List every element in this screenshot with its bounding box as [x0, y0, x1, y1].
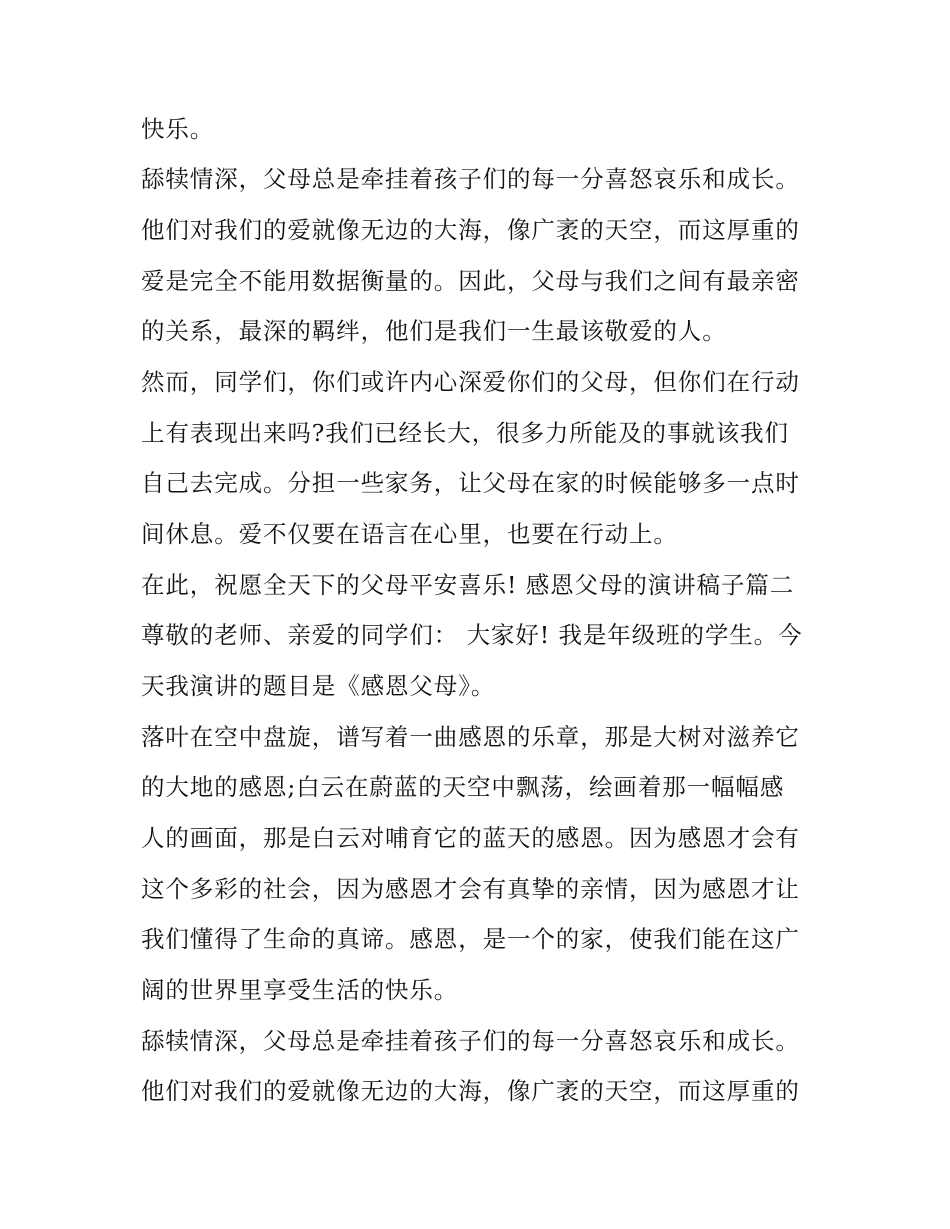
text-line: 落叶在空中盘旋，谱写着一曲感恩的乐章，那是大树对滋养它 — [141, 723, 800, 751]
text-line: 尊敬的老师、亲爱的同学们： 大家好! 我是年级班的学生。今 — [141, 621, 803, 649]
text-line: 快乐。 — [141, 115, 215, 143]
text-line: 舔犊情深，父母总是牵挂着孩子们的每一分喜怒哀乐和成长。 — [141, 1027, 800, 1055]
text-line: 天我演讲的题目是《感恩父母》。 — [141, 672, 496, 700]
text-line: 然而，同学们，你们或许内心深爱你们的父母，但你们在行动 — [141, 368, 800, 396]
text-line: 爱是完全不能用数据衡量的。因此，父母与我们之间有最亲密 — [141, 267, 800, 295]
text-line: 间休息。爱不仅要在语言在心里，也要在行动上。 — [141, 520, 678, 548]
text-line: 自己去完成。分担一些家务，让父母在家的时候能够多一点时 — [141, 469, 800, 497]
text-line: 舔犊情深，父母总是牵挂着孩子们的每一分喜怒哀乐和成长。 — [141, 165, 800, 193]
text-line: 阔的世界里享受生活的快乐。 — [141, 976, 459, 1004]
text-line: 他们对我们的爱就像无边的大海，像广袤的天空，而这厚重的 — [141, 216, 800, 244]
text-line: 在此，祝愿全天下的父母平安喜乐! 感恩父母的演讲稿子篇二 — [141, 571, 795, 599]
text-line: 我们懂得了生命的真谛。感恩，是一个的家，使我们能在这广 — [141, 925, 800, 953]
text-line: 这个多彩的社会，因为感恩才会有真挚的亲情，因为感恩才让 — [141, 875, 800, 903]
text-line: 的大地的感恩;白云在蔚蓝的天空中飘荡，绘画着那一幅幅感 — [141, 773, 785, 801]
text-line: 上有表现出来吗?我们已经长大，很多力所能及的事就该我们 — [141, 419, 789, 447]
text-line: 人的画面，那是白云对哺育它的蓝天的感恩。因为感恩才会有 — [141, 824, 800, 852]
text-line: 的关系，最深的羁绊，他们是我们一生最该敬爱的人。 — [141, 317, 727, 345]
text-line: 他们对我们的爱就像无边的大海，像广袤的天空，而这厚重的 — [141, 1077, 800, 1105]
